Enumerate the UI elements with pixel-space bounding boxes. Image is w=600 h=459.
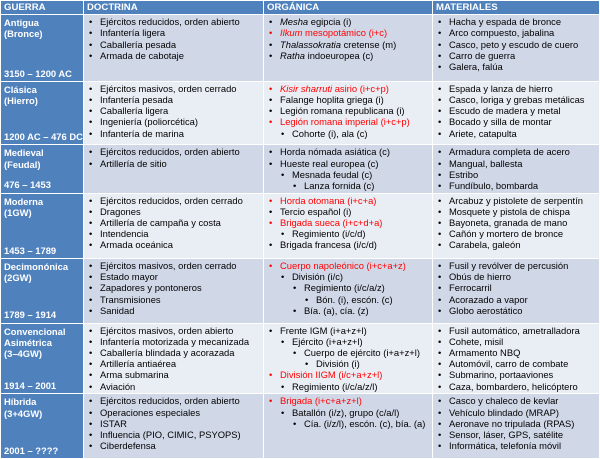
organica-item-text: egipcia (i)	[308, 16, 352, 28]
organica-item-text: Cuerpo napoleónico (i+c+a+z)	[280, 260, 406, 272]
materiales-item-text: Aeronave no tripulada (RPAS)	[449, 417, 575, 429]
materiales-item-text: Obús de hierro	[449, 271, 512, 283]
doctrina-item-text: Operaciones especiales	[100, 406, 201, 418]
doctrina-cell	[84, 145, 264, 193]
organica-item	[266, 260, 430, 271]
doctrina-item	[86, 39, 261, 50]
header-doctrina: DOCTRINA	[84, 1, 264, 15]
organica-item-text: Regimiento (i/c/a/z/l)	[292, 380, 378, 392]
doctrina-item	[86, 381, 261, 392]
doctrina-item-text: Ejércitos masivos, orden cerrado	[100, 260, 237, 272]
doctrina-item-text: Armada de cabotaje	[100, 49, 184, 61]
organica-item	[266, 325, 430, 336]
doctrina-item-text: Artillería de sitio	[100, 157, 167, 169]
doctrina-item	[86, 146, 261, 157]
materiales-item	[435, 239, 597, 250]
materiales-item	[435, 395, 597, 406]
era-name: Antigua	[4, 17, 39, 29]
organica-item-text: Regimiento (i/c/a/z)	[304, 282, 385, 294]
doctrina-item-text: Artillería antiaérea	[100, 358, 177, 370]
doctrina-item-text: Sanidad	[100, 304, 135, 316]
organica-item	[266, 195, 430, 206]
era-dates: 1914 – 2001	[4, 380, 57, 392]
materiales-item	[435, 369, 597, 380]
doctrina-item-text: Infantería ligera	[100, 27, 166, 39]
materiales-item	[435, 116, 597, 127]
organica-item-italic-term: Mesha	[280, 16, 309, 28]
materiales-item-text: Casco, peto y escudo de cuero	[449, 38, 579, 50]
organica-cell	[264, 193, 433, 259]
materiales-item-text: Automóvil, carro de combate	[449, 358, 569, 370]
era-name: (3–4GW)	[4, 348, 43, 360]
organica-item	[266, 180, 430, 191]
organica-list	[266, 146, 430, 191]
materiales-item-text: Hacha y espada de bronce	[449, 16, 562, 28]
doctrina-item	[86, 282, 261, 293]
organica-item-text: Horda otomana (i+c+a)	[280, 194, 377, 206]
materiales-cell	[433, 15, 600, 82]
materiales-item-text: Arcabuz y pistolete de serpentín	[449, 194, 583, 206]
organica-item-text: Lanza fornida (c)	[304, 179, 375, 191]
era-name: Moderna	[4, 195, 44, 207]
doctrina-item-text: Caballería pesada	[100, 38, 177, 50]
doctrina-item-text: Ejércitos masivos, orden abierto	[100, 324, 234, 336]
organica-item-italic-term: Thalassokratia	[280, 38, 341, 50]
materiales-item	[435, 305, 597, 316]
materiales-item-text: Cohete, misil	[449, 335, 504, 347]
organica-item-text: Cía. (i/z/l), escón. (c), bía. (a)	[304, 417, 426, 429]
doctrina-item-text: Dragones	[100, 205, 141, 217]
era-name: (1GW)	[4, 206, 32, 218]
doctrina-item-text: Artillería de campaña y costa	[100, 216, 221, 228]
materiales-list	[435, 16, 597, 72]
era-row	[1, 145, 600, 193]
doctrina-item-text: Intendencia	[100, 228, 149, 240]
doctrina-item-text: ISTAR	[100, 417, 127, 429]
materiales-cell	[433, 394, 600, 459]
materiales-item	[435, 418, 597, 429]
doctrina-item-text: Influencia (PIO, CIMIC, PSYOPS)	[100, 429, 241, 441]
materiales-item	[435, 146, 597, 157]
materiales-item-text: Caza, bombardero, helicóptero	[449, 380, 578, 392]
materiales-list	[435, 195, 597, 251]
organica-list	[266, 260, 430, 316]
doctrina-list	[86, 16, 261, 61]
materiales-item	[435, 429, 597, 440]
era-dates: 3150 – 1200 AC	[4, 67, 72, 79]
doctrina-item	[86, 239, 261, 250]
materiales-list	[435, 395, 597, 451]
doctrina-item	[86, 83, 261, 94]
materiales-cell	[433, 259, 600, 324]
doctrina-item	[86, 440, 261, 451]
doctrina-list	[86, 395, 261, 451]
doctrina-item	[86, 325, 261, 336]
era-row	[1, 394, 600, 459]
materiales-item	[435, 169, 597, 180]
organica-list	[266, 325, 430, 392]
era-row	[1, 193, 600, 259]
doctrina-cell	[84, 394, 264, 459]
organica-item-text: Ejército (i+a+z+l)	[292, 335, 363, 347]
era-cell	[1, 323, 84, 394]
organica-list	[266, 83, 430, 139]
organica-cell	[264, 15, 433, 82]
doctrina-cell	[84, 81, 264, 145]
era-name: (Bronce)	[4, 28, 43, 40]
organica-item	[266, 239, 430, 250]
materiales-item-text: Submarino, portaaviones	[449, 369, 554, 381]
doctrina-item	[86, 195, 261, 206]
materiales-item	[435, 39, 597, 50]
organica-item	[266, 347, 430, 358]
materiales-item-text: Mosquete y pistola de chispa	[449, 205, 570, 217]
doctrina-cell	[84, 193, 264, 259]
materiales-item	[435, 128, 597, 139]
materiales-item-text: Vehículo blindado (MRAP)	[449, 406, 559, 418]
organica-item-text: División IIGM (i/c+a+z+l)	[280, 369, 383, 381]
organica-item	[266, 94, 430, 105]
doctrina-item-text: Aviación	[100, 380, 136, 392]
organica-item-text: Mesnada feudal (c)	[292, 168, 373, 180]
era-cell	[1, 193, 84, 259]
doctrina-item	[86, 158, 261, 169]
materiales-item-text: Carro de guerra	[449, 49, 516, 61]
doctrina-item	[86, 369, 261, 380]
era-row	[1, 259, 600, 324]
era-name: Asimétrica	[4, 336, 52, 348]
organica-item-text: Frente IGM (i+a+z+l)	[280, 324, 367, 336]
organica-item-text: Legión romana republicana (i)	[280, 105, 405, 117]
era-cell	[1, 145, 84, 193]
materiales-item-text: Arco compuesto, jabalina	[449, 27, 555, 39]
organica-item	[266, 50, 430, 61]
doctrina-list	[86, 195, 261, 251]
era-name: Clásica	[4, 83, 37, 95]
organica-item-text: asirio (i+c+p)	[332, 82, 389, 94]
organica-item	[266, 358, 430, 369]
doctrina-item	[86, 260, 261, 271]
organica-item-text: Brigada (i+c+a+z+l)	[280, 395, 362, 407]
era-name: (3+4GW)	[4, 407, 43, 419]
doctrina-item-text: Ingeniería (poliorcética)	[100, 116, 198, 128]
organica-item-text: cretense (m)	[340, 38, 397, 50]
era-cell	[1, 394, 84, 459]
organica-item	[266, 116, 430, 127]
doctrina-item-text: Caballería blindada y acorazada	[100, 347, 235, 359]
organica-item	[266, 146, 430, 157]
organica-item	[266, 271, 430, 282]
materiales-item	[435, 158, 597, 169]
organica-item	[266, 381, 430, 392]
materiales-item-text: Galera, falúa	[449, 61, 503, 73]
organica-item	[266, 217, 430, 228]
doctrina-item	[86, 347, 261, 358]
materiales-item-text: Bocado y silla de montar	[449, 116, 552, 128]
header-organica: ORGÁNICA	[264, 1, 433, 15]
doctrina-list	[86, 83, 261, 139]
materiales-list	[435, 260, 597, 316]
era-dates: 1789 – 1914	[4, 309, 57, 321]
materiales-item-text: Fundíbulo, bombarda	[449, 179, 539, 191]
era-name: Híbrida	[4, 396, 37, 408]
organica-item-text: Batallón (i/z), grupo (c/a/l)	[292, 406, 400, 418]
organica-item	[266, 105, 430, 116]
organica-list	[266, 395, 430, 429]
era-name: (2GW)	[4, 272, 32, 284]
organica-item	[266, 418, 430, 429]
doctrina-item	[86, 418, 261, 429]
doctrina-cell	[84, 15, 264, 82]
organica-item	[266, 206, 430, 217]
materiales-cell	[433, 323, 600, 394]
doctrina-item-text: Ejércitos reducidos, orden abierto	[100, 16, 240, 28]
header-row	[1, 1, 600, 15]
doctrina-item-text: Ejércitos reducidos, orden abierto	[100, 395, 240, 407]
doctrina-item	[86, 395, 261, 406]
era-name: (Hierro)	[4, 94, 38, 106]
doctrina-item-text: Ejércitos reducidos, orden cerrado	[100, 194, 243, 206]
doctrina-item	[86, 206, 261, 217]
era-row	[1, 81, 600, 145]
doctrina-item	[86, 407, 261, 418]
doctrina-item-text: Infantería motorizada y mecanizada	[100, 335, 250, 347]
materiales-item	[435, 325, 597, 336]
doctrina-item	[86, 305, 261, 316]
materiales-item	[435, 381, 597, 392]
materiales-item	[435, 260, 597, 271]
materiales-item	[435, 50, 597, 61]
organica-list	[266, 16, 430, 61]
materiales-item	[435, 294, 597, 305]
doctrina-item-text: Transmisiones	[100, 293, 161, 305]
organica-item-italic-term: Ilkum	[280, 27, 303, 39]
materiales-item	[435, 271, 597, 282]
organica-item	[266, 158, 430, 169]
materiales-item-text: Ferrocarril	[449, 282, 492, 294]
organica-item	[266, 228, 430, 239]
doctrina-list	[86, 260, 261, 316]
materiales-list	[435, 83, 597, 139]
doctrina-item-text: Armada oceánica	[100, 239, 173, 251]
materiales-item	[435, 83, 597, 94]
organica-item	[266, 169, 430, 180]
doctrina-item-text: Ejércitos reducidos, orden abierto	[100, 146, 240, 158]
doctrina-item	[86, 294, 261, 305]
era-row	[1, 15, 600, 82]
era-dates: 1200 AC – 476 DC	[4, 131, 83, 143]
materiales-item	[435, 336, 597, 347]
materiales-item-text: Cañón y mortero de bronce	[449, 228, 564, 240]
organica-item-text: Tercio español (i)	[280, 205, 352, 217]
materiales-item	[435, 228, 597, 239]
era-dates: 1453 – 1789	[4, 244, 57, 256]
doctrina-item	[86, 27, 261, 38]
era-cell	[1, 259, 84, 324]
organica-item-text: División (i/c)	[292, 271, 344, 283]
era-cell	[1, 81, 84, 145]
organica-item	[266, 395, 430, 406]
era-name: Convencional	[4, 325, 66, 337]
materiales-item-text: Mangual, ballesta	[449, 157, 523, 169]
doctrina-item-text: Infantería pesada	[100, 93, 173, 105]
materiales-item	[435, 407, 597, 418]
organica-item-text: Horda nómada asiática (c)	[280, 146, 390, 158]
materiales-item-text: Casco, loriga y grebas metálicas	[449, 93, 585, 105]
materiales-item-text: Estribo	[449, 168, 479, 180]
materiales-item	[435, 206, 597, 217]
organica-item-text: Falange hoplita griega (i)	[280, 93, 384, 105]
organica-item	[266, 369, 430, 380]
doctrina-item-text: Estado mayor	[100, 271, 158, 283]
era-row	[1, 323, 600, 394]
doctrina-item-text: Ejércitos masivos, orden cerrado	[100, 82, 237, 94]
materiales-cell	[433, 145, 600, 193]
doctrina-item	[86, 105, 261, 116]
organica-item-italic-term: Ratha	[280, 49, 306, 61]
materiales-item-text: Armadura completa de acero	[449, 146, 570, 158]
organica-item-text: indoeuropea (c)	[305, 49, 374, 61]
doctrina-list	[86, 325, 261, 392]
organica-item-text: Bía. (a), cía. (z)	[304, 304, 369, 316]
materiales-item	[435, 94, 597, 105]
materiales-item-text: Carabela, galeón	[449, 239, 521, 251]
era-dates: 476 – 1453	[4, 179, 51, 191]
organica-item	[266, 407, 430, 418]
organica-item-text: Legión romana imperial (i+c+p)	[280, 116, 410, 128]
materiales-item	[435, 180, 597, 191]
organica-item-text: Regimiento (i/c/d)	[292, 228, 366, 240]
doctrina-item-text: Arma submarina	[100, 369, 169, 381]
materiales-item	[435, 440, 597, 451]
header-guerra: GUERRA	[1, 1, 84, 15]
doctrina-item	[86, 116, 261, 127]
organica-item	[266, 27, 430, 38]
organica-item-text: Cohorte (i), ala (c)	[292, 127, 368, 139]
materiales-item	[435, 16, 597, 27]
era-name: Decimonónica	[4, 261, 69, 273]
organica-item-text: Hueste real europea (c)	[280, 157, 379, 169]
doctrina-item	[86, 16, 261, 27]
doctrina-cell	[84, 259, 264, 324]
materiales-item	[435, 195, 597, 206]
materiales-item-text: Informática, telefonía móvil	[449, 440, 562, 452]
organica-cell	[264, 259, 433, 324]
materiales-item-text: Armamento NBQ	[449, 347, 521, 359]
materiales-cell	[433, 81, 600, 145]
materiales-item-text: Globo aerostático	[449, 304, 523, 316]
materiales-list	[435, 325, 597, 392]
organica-item-text: Brigada sueca (i+c+d+a)	[280, 216, 383, 228]
doctrina-item	[86, 336, 261, 347]
organica-item	[266, 128, 430, 139]
doctrina-item-text: Zapadores y pontoneros	[100, 282, 202, 294]
doctrina-item	[86, 50, 261, 61]
organica-item-text: mesopotámico (i+c)	[302, 27, 388, 39]
doctrina-item	[86, 358, 261, 369]
era-name: (Feudal)	[4, 158, 41, 170]
organica-item-text: División (i)	[316, 358, 360, 370]
table-body	[1, 15, 600, 459]
materiales-item	[435, 282, 597, 293]
header-materiales: MATERIALES	[433, 1, 600, 15]
materiales-item	[435, 347, 597, 358]
doctrina-item	[86, 94, 261, 105]
era-cell	[1, 15, 84, 82]
materiales-item-text: Fusil y revólver de percusión	[449, 260, 569, 272]
doctrina-cell	[84, 323, 264, 394]
doctrina-item	[86, 271, 261, 282]
organica-item	[266, 16, 430, 27]
materiales-list	[435, 146, 597, 191]
organica-item-text: Brigada francesa (i/c/d)	[280, 239, 377, 251]
organica-list	[266, 195, 430, 251]
doctrina-list	[86, 146, 261, 168]
organica-cell	[264, 394, 433, 459]
materiales-cell	[433, 193, 600, 259]
era-name: Medieval	[4, 147, 44, 159]
materiales-item	[435, 61, 597, 72]
organica-item	[266, 282, 430, 293]
materiales-item-text: Escudo de madera y metal	[449, 105, 561, 117]
materiales-item-text: Bayoneta, granada de mano	[449, 216, 568, 228]
doctrina-item	[86, 228, 261, 239]
materiales-item-text: Acorazado a vapor	[449, 293, 528, 305]
doctrina-item	[86, 128, 261, 139]
organica-item	[266, 336, 430, 347]
materiales-item-text: Espada y lanza de hierro	[449, 82, 553, 94]
materiales-item-text: Sensor, láser, GPS, satélite	[449, 429, 564, 441]
organica-cell	[264, 145, 433, 193]
organica-item	[266, 305, 430, 316]
organica-item-text: Bón. (i), escón. (c)	[316, 293, 393, 305]
organica-item	[266, 39, 430, 50]
organica-item-text: Cuerpo de ejército (i+a+z+l)	[304, 347, 420, 359]
materiales-item-text: Casco y chaleco de kevlar	[449, 395, 559, 407]
doctrina-item-text: Infantería de marina	[100, 127, 184, 139]
materiales-item	[435, 105, 597, 116]
materiales-item	[435, 358, 597, 369]
materiales-item	[435, 217, 597, 228]
organica-cell	[264, 323, 433, 394]
materiales-item	[435, 27, 597, 38]
doctrina-item-text: Caballería ligera	[100, 105, 169, 117]
doctrina-item	[86, 429, 261, 440]
materiales-item-text: Fusil automático, ametralladora	[449, 324, 580, 336]
materiales-item-text: Ariete, catapulta	[449, 127, 517, 139]
organica-item	[266, 294, 430, 305]
era-dates: 2001 – ????	[4, 444, 59, 456]
doctrina-item-text: Ciberdefensa	[100, 440, 156, 452]
organica-item	[266, 83, 430, 94]
organica-item-italic-term: Kisir sharruti	[280, 82, 333, 94]
organica-cell	[264, 81, 433, 145]
doctrina-item	[86, 217, 261, 228]
